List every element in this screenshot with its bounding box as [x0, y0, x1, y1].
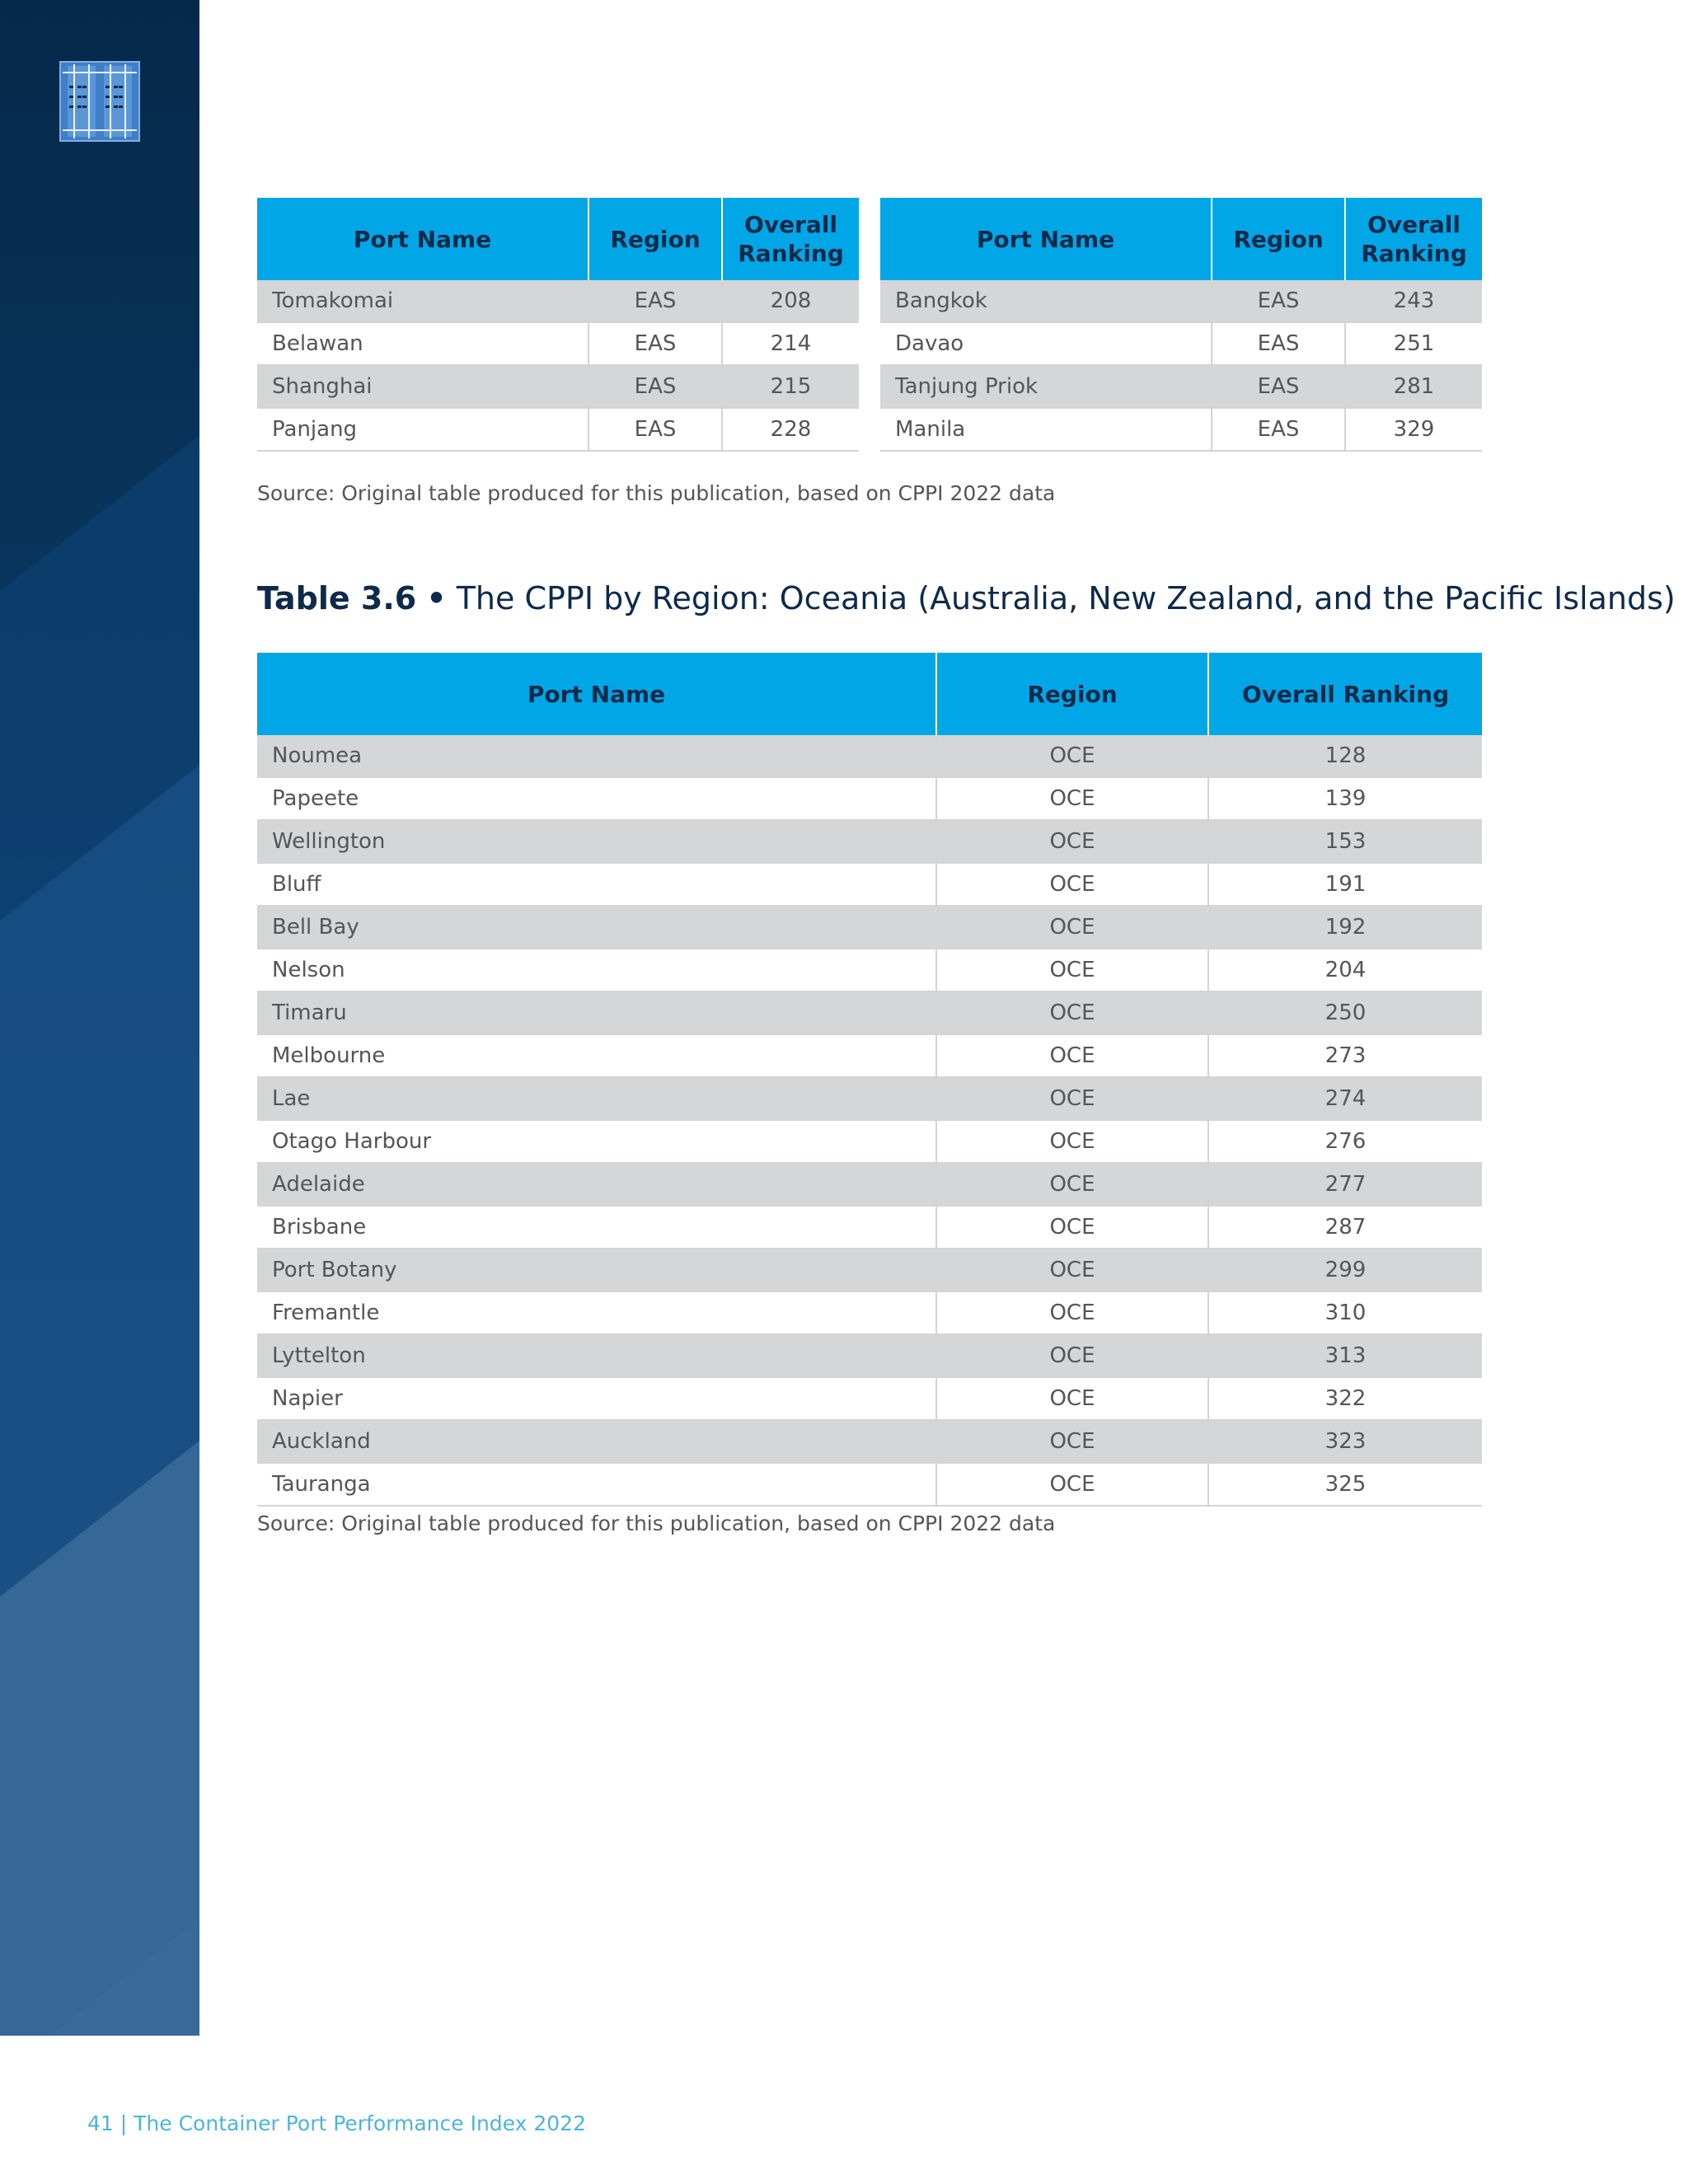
region-cell: OCE	[936, 1034, 1208, 1077]
ranking-cell: 191	[1208, 863, 1482, 906]
port-name-cell: Davao	[880, 322, 1212, 365]
port-name-cell: Manila	[880, 408, 1212, 451]
region-cell: OCE	[936, 1206, 1208, 1249]
sidebar-decoration	[0, 0, 199, 2036]
port-name-cell: Auckland	[257, 1420, 936, 1463]
column-header: Overall Ranking	[1208, 653, 1482, 735]
table-row	[880, 280, 1482, 322]
source-note: Source: Original table produced for this publication, based on CPPI 2022 data	[257, 1511, 1056, 1535]
region-cell: OCE	[936, 1420, 1208, 1463]
port-name-cell: Lae	[257, 1077, 936, 1120]
port-name-cell: Shanghai	[257, 365, 588, 408]
table-header-row	[257, 653, 1482, 735]
port-name-cell: Noumea	[257, 735, 936, 777]
publication-title: The Container Port Performance Index 2022	[134, 2111, 586, 2135]
table-row	[257, 322, 859, 365]
ranking-cell: 287	[1208, 1206, 1482, 1249]
ranking-cell: 276	[1208, 1120, 1482, 1163]
region-cell: OCE	[936, 735, 1208, 777]
port-name-cell: Fremantle	[257, 1291, 936, 1334]
ranking-cell: 215	[722, 365, 859, 408]
port-name-cell: Timaru	[257, 991, 936, 1034]
region-cell: OCE	[936, 991, 1208, 1034]
table-row	[880, 365, 1482, 408]
port-name-cell: Panjang	[257, 408, 588, 451]
ranking-cell: 228	[722, 408, 859, 451]
table-row	[257, 1120, 1482, 1163]
region-cell: OCE	[936, 1120, 1208, 1163]
port-name-cell: Nelson	[257, 949, 936, 991]
table-row	[257, 1249, 1482, 1291]
ranking-cell: 274	[1208, 1077, 1482, 1120]
table-row	[257, 991, 1482, 1034]
region-cell: EAS	[1212, 365, 1345, 408]
ranking-cell: 323	[1208, 1420, 1482, 1463]
region-cell: EAS	[1212, 322, 1345, 365]
table-row	[880, 322, 1482, 365]
ranking-cell: 153	[1208, 820, 1482, 863]
footer-separator: |	[120, 2111, 128, 2135]
column-header: Region	[1212, 198, 1345, 280]
region-cell: OCE	[936, 820, 1208, 863]
port-name-cell: Tomakomai	[257, 280, 588, 322]
table-row	[257, 1463, 1482, 1506]
region-cell: OCE	[936, 1377, 1208, 1420]
ranking-cell: 277	[1208, 1163, 1482, 1206]
region-cell: EAS	[588, 322, 722, 365]
port-name-cell: Belawan	[257, 322, 588, 365]
ranking-cell: 310	[1208, 1291, 1482, 1334]
table-number: Table 3.6	[257, 580, 417, 616]
ranking-cell: 322	[1208, 1377, 1482, 1420]
table-row	[257, 280, 859, 322]
column-header: Overall Ranking	[1345, 198, 1482, 280]
port-name-cell: Melbourne	[257, 1034, 936, 1077]
region-cell: OCE	[936, 1077, 1208, 1120]
ranking-cell: 128	[1208, 735, 1482, 777]
table-header-row	[257, 198, 859, 280]
region-cell: OCE	[936, 1463, 1208, 1506]
column-header: Region	[936, 653, 1208, 735]
table-row	[257, 1420, 1482, 1463]
port-name-cell: Lyttelton	[257, 1334, 936, 1377]
port-name-cell: Brisbane	[257, 1206, 936, 1249]
table-row	[257, 820, 1482, 863]
port-name-cell: Bangkok	[880, 280, 1212, 322]
port-name-cell: Napier	[257, 1377, 936, 1420]
ranking-cell: 139	[1208, 777, 1482, 820]
table-row	[257, 1291, 1482, 1334]
page-footer	[87, 2111, 586, 2135]
region-cell: OCE	[936, 906, 1208, 949]
port-name-cell: Otago Harbour	[257, 1120, 936, 1163]
ranking-cell: 251	[1345, 322, 1482, 365]
ranking-cell: 281	[1345, 365, 1482, 408]
table-row	[257, 1034, 1482, 1077]
ranking-cell: 299	[1208, 1249, 1482, 1291]
port-name-cell: Tauranga	[257, 1463, 936, 1506]
region-cell: OCE	[936, 1291, 1208, 1334]
port-name-cell: Bell Bay	[257, 906, 936, 949]
ranking-table-left	[257, 198, 859, 452]
column-header: Region	[588, 198, 722, 280]
ranking-cell: 329	[1345, 408, 1482, 451]
port-name-cell: Bluff	[257, 863, 936, 906]
title-separator: •	[426, 580, 447, 616]
port-name-cell: Port Botany	[257, 1249, 936, 1291]
page-number: 41	[87, 2111, 114, 2135]
table-row	[257, 1334, 1482, 1377]
table-row	[257, 1077, 1482, 1120]
table-row	[257, 863, 1482, 906]
region-cell: EAS	[588, 408, 722, 451]
table-row	[257, 906, 1482, 949]
table-row	[880, 408, 1482, 451]
table-row	[257, 1206, 1482, 1249]
table-caption: The CPPI by Region: Oceania (Australia, New Zealand, and the Pacific Islands)	[456, 580, 1676, 616]
ranking-cell: 325	[1208, 1463, 1482, 1506]
source-note: Source: Original table produced for this publication, based on CPPI 2022 data	[257, 481, 1056, 505]
table-row	[257, 1163, 1482, 1206]
table-row	[257, 1377, 1482, 1420]
column-header: Overall Ranking	[722, 198, 859, 280]
ranking-cell: 214	[722, 322, 859, 365]
table-header-row	[880, 198, 1482, 280]
ranking-cell: 208	[722, 280, 859, 322]
ranking-cell: 204	[1208, 949, 1482, 991]
region-cell: EAS	[1212, 280, 1345, 322]
region-cell: OCE	[936, 1334, 1208, 1377]
region-cell: OCE	[936, 777, 1208, 820]
port-name-cell: Tanjung Priok	[880, 365, 1212, 408]
ranking-cell: 192	[1208, 906, 1482, 949]
column-header: Port Name	[257, 653, 936, 735]
region-cell: OCE	[936, 1163, 1208, 1206]
region-cell: OCE	[936, 863, 1208, 906]
ranking-cell: 250	[1208, 991, 1482, 1034]
table-row	[257, 365, 859, 408]
region-cell: OCE	[936, 1249, 1208, 1291]
port-name-cell: Wellington	[257, 820, 936, 863]
region-cell: OCE	[936, 949, 1208, 991]
ranking-cell: 273	[1208, 1034, 1482, 1077]
table-row	[257, 949, 1482, 991]
region-cell: EAS	[588, 365, 722, 408]
column-header: Port Name	[257, 198, 588, 280]
port-name-cell: Adelaide	[257, 1163, 936, 1206]
table-title	[257, 580, 1676, 616]
table-row	[257, 408, 859, 451]
column-header: Port Name	[880, 198, 1212, 280]
port-name-cell: Papeete	[257, 777, 936, 820]
region-cell: EAS	[588, 280, 722, 322]
oceania-ranking-table	[257, 653, 1482, 1507]
table-row	[257, 777, 1482, 820]
ranking-table-right	[880, 198, 1482, 452]
ranking-cell: 243	[1345, 280, 1482, 322]
region-cell: EAS	[1212, 408, 1345, 451]
table-row	[257, 735, 1482, 777]
shipping-container-icon	[59, 61, 140, 142]
ranking-cell: 313	[1208, 1334, 1482, 1377]
